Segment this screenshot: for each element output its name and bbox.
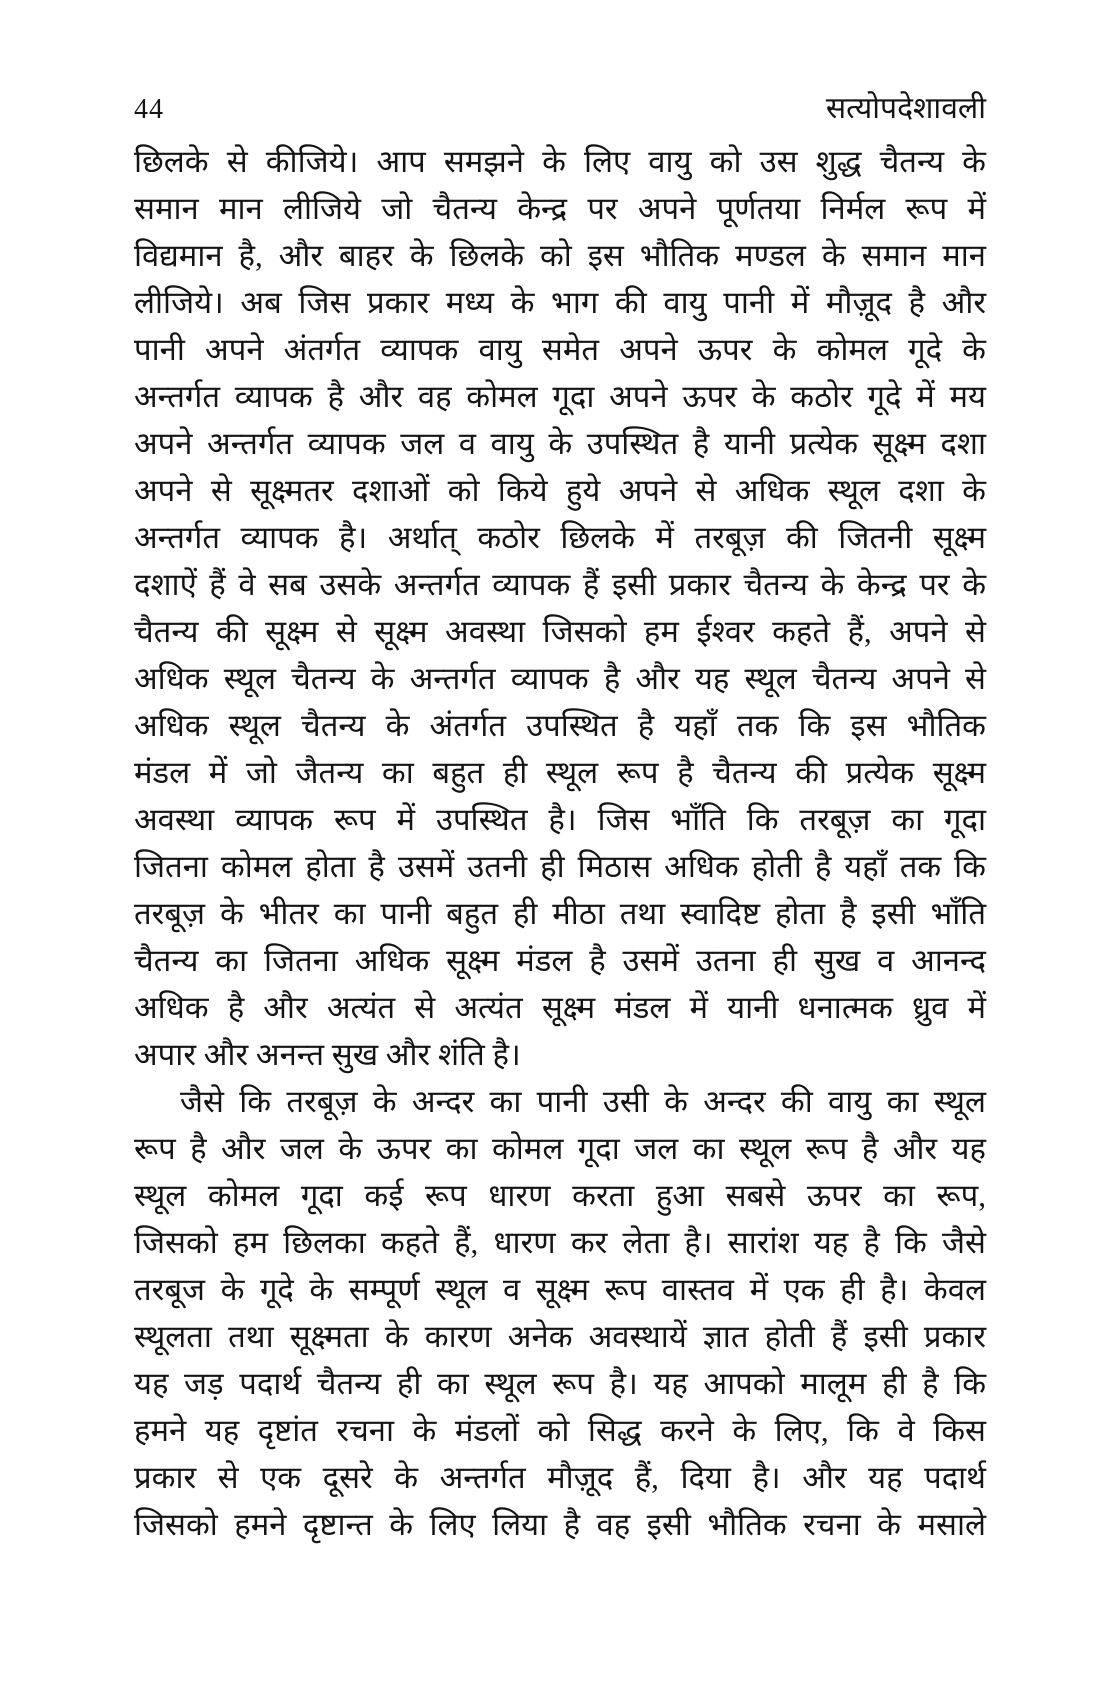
text-line: अपार और अनन्त सुख और शंति है। [134,1037,521,1072]
text-line: अपने अन्तर्गत व्यापक जल व वायु के उपस्थित है यानी प्रत्येक सूक्ष्म दशा [134,426,986,461]
text-line: अधिक स्थूल चैतन्य के अन्तर्गत व्यापक है और यह स्थूल चैतन्य अपने से [134,661,986,696]
paragraph [134,1078,986,1548]
book-title: सत्योपदेशावली [825,92,986,125]
text-line: प्रकार से एक दूसरे के अन्तर्गत मौज़ूद हैं, दिया है। और यह पदार्थ [134,1460,986,1495]
text-line: जिसको हमने दृष्टान्त के लिए लिया है वह इसी भौतिक रचना के मसाले [134,1507,986,1542]
text-line: हमने यह दृष्टांत रचना के मंडलों को सिद्ध करने के लिए, कि वे किस [134,1413,986,1448]
running-header [134,86,986,127]
text-line: छिलके से कीजिये। आप समझने के लिए वायु को उस शुद्ध चैतन्य के [134,144,986,179]
text-line: लीजिये। अब जिस प्रकार मध्य के भाग की वायु पानी में मौज़ूद है और [134,285,986,320]
text-line: विद्यमान है, और बाहर के छिलके को इस भौतिक मण्डल के समान मान [134,238,986,273]
text-line: अन्तर्गत व्यापक है और वह कोमल गूदा अपने ऊपर के कठोर गूदे में मय [134,379,986,414]
text-line: समान मान लीजिये जो चैतन्य केन्द्र पर अपने पूर्णतया निर्मल रूप में [134,191,986,226]
text-line: स्थूल कोमल गूदा कई रूप धारण करता हुआ सबसे ऊपर का रूप, [134,1178,986,1213]
text-line: अवस्था व्यापक रूप में उपस्थित है। जिस भाँति कि तरबूज़ का गूदा [134,802,986,837]
text-line: अपने से सूक्ष्मतर दशाओं को किये हुये अपने से अधिक स्थूल दशा के [134,473,986,508]
text-line: चैतन्य की सूक्ष्म से सूक्ष्म अवस्था जिसको हम ईश्वर कहते हैं, अपने से [134,614,986,649]
paragraph [134,138,986,1078]
text-line: जैसे कि तरबूज़ के अन्दर का पानी उसी के अन्दर की वायु का स्थूल [180,1084,986,1119]
page-number: 44 [134,94,164,125]
text-line: अन्तर्गत व्यापक है। अर्थात् कठोर छिलके में तरबूज़ की जितनी सूक्ष्म [134,520,986,555]
text-line: स्थूलता तथा सूक्ष्मता के कारण अनेक अवस्थायें ज्ञात होती हैं इसी प्रकार [134,1319,986,1354]
text-line: दशाऐं हैं वे सब उसके अन्तर्गत व्यापक हैं इसी प्रकार चैतन्य के केन्द्र पर के [134,567,986,602]
text-line: तरबूज के गूदे के सम्पूर्ण स्थूल व सूक्ष्म रूप वास्तव में एक ही है। केवल [134,1272,986,1307]
text-line: मंडल में जो जैतन्य का बहुत ही स्थूल रूप है चैतन्य की प्रत्येक सूक्ष्म [134,755,986,790]
text-line: जितना कोमल होता है उसमें उतनी ही मिठास अधिक होती है यहाँ तक कि [134,849,986,884]
text-line: पानी अपने अंतर्गत व्यापक वायु समेत अपने ऊपर के कोमल गूदे के [134,332,986,367]
text-line: अधिक है और अत्यंत से अत्यंत सूक्ष्म मंडल में यानी धनात्मक ध्रुव में [134,990,986,1025]
text-line: यह जड़ पदार्थ चैतन्य ही का स्थूल रूप है। यह आपको मालूम ही है कि [134,1366,986,1401]
text-block [134,138,986,1548]
text-line: तरबूज़ के भीतर का पानी बहुत ही मीठा तथा स्वादिष्ट होता है इसी भाँति [134,896,986,931]
text-line: रूप है और जल के ऊपर का कोमल गूदा जल का स्थूल रूप है और यह [134,1131,986,1166]
text-line: चैतन्य का जितना अधिक सूक्ष्म मंडल है उसमें उतना ही सुख व आनन्द [134,943,986,978]
text-line: जिसको हम छिलका कहते हैं, धारण कर लेता है। सारांश यह है कि जैसे [134,1225,986,1260]
text-line: अधिक स्थूल चैतन्य के अंतर्गत उपस्थित है यहाँ तक कि इस भौतिक [134,708,986,743]
